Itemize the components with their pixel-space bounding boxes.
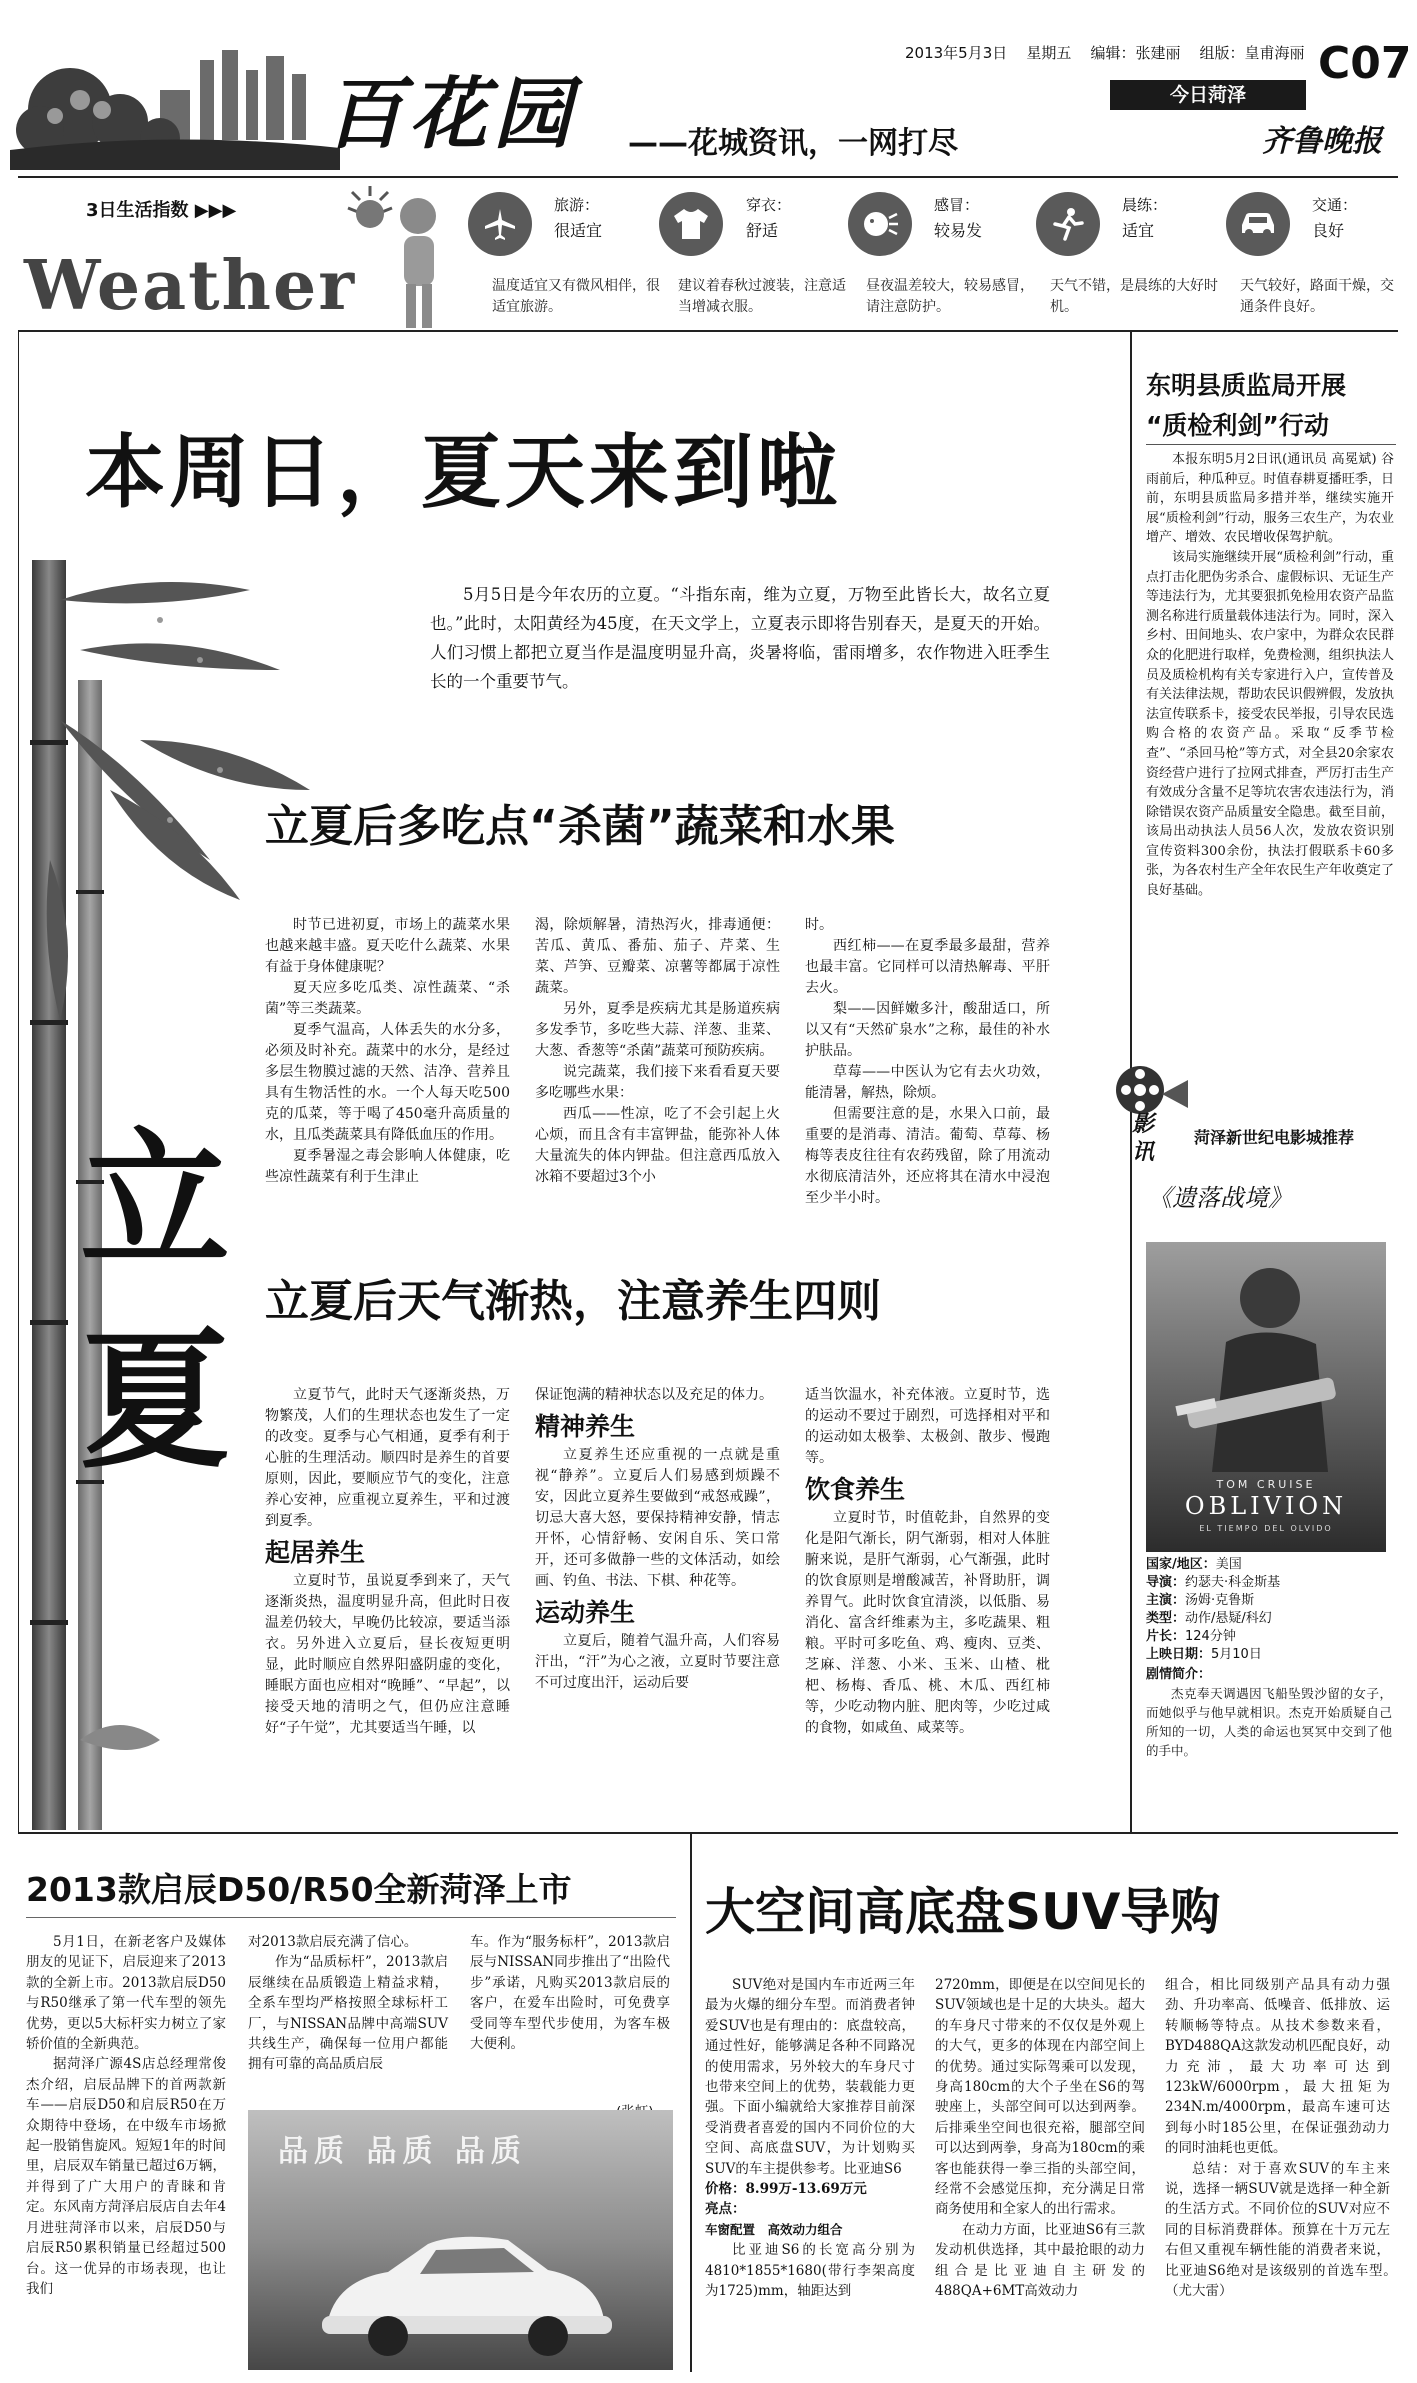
shirt-icon <box>659 192 723 256</box>
paragraph: 梨——因鲜嫩多汁，酸甜适口，所以又有“天然矿泉水”之称，最佳的补水护肤品。 <box>805 1001 1050 1059</box>
paragraph: 渴，除烦解暑，清热泻火，排毒通便：苦瓜、黄瓜、番茄、茄子、芹菜、生菜、芦笋、豆瓣菜、凉薯等都属于凉性蔬菜。 <box>535 917 780 996</box>
info-key: 国家/地区： <box>1146 1557 1216 1572</box>
film-poster <box>1146 1242 1386 1552</box>
info-key: 类型： <box>1146 1611 1186 1626</box>
subhead-spirit: 精神养生 <box>535 1412 636 1441</box>
synopsis-label: 剧情简介： <box>1146 1667 1212 1682</box>
masthead <box>0 0 1417 175</box>
subhead-diet: 饮食养生 <box>805 1475 906 1504</box>
film-promo: 菏泽新世纪电影城推荐 <box>1194 1128 1355 1147</box>
paragraph: 2720mm，即便是在以空间见长的SUV领域也是十足的大块头。超大的车身尺寸带来的不仅仅是外观上的大气，更多的体现在内部空间上的优势。通过实际驾乘可以发现，身高180cm的大个子坐在S6的驾驶座上，头部空间可以达到两拳。后排乘坐空间也很充裕，腿部空间可以达到两拳，身高为180cm的乘客也能获得一拳三指的头部空间，经常不会感觉压抑，充分满足日常商务使用和全家人的出行需求。 <box>935 1977 1145 2218</box>
feature-headline: 本周日，夏天来到啦 <box>85 426 841 519</box>
paragraph: 比亚迪S6的长宽高分别为4810*1855*1680(带行李架高度为1725)mm，轴距达到 <box>705 2242 915 2300</box>
suv-guide-col1 <box>705 1975 915 2302</box>
sidebar-title-rule <box>1146 444 1396 445</box>
poster-actor: TOM CRUISE <box>1216 1478 1316 1491</box>
section1-col3 <box>805 915 1050 1209</box>
column-title: 百花园 <box>325 69 578 160</box>
film-info-row <box>1146 1592 1392 1610</box>
section1-col1 <box>265 915 510 1188</box>
film-title: 《遗落战境》 <box>1148 1184 1292 1212</box>
info-value: 5月10日 <box>1211 1647 1262 1662</box>
paragraph: 本报东明5月2日讯(通讯员 高冕斌) 谷雨前后，种瓜种豆。时值春耕夏播旺季，日前，东明县质监局多措并举，继续实施开展“质检利剑”行动，服务三农生产，为农业增产、增效、农民增收保驾护航。 <box>1146 452 1394 546</box>
section2-col1 <box>265 1385 510 1739</box>
paragraph: 说完蔬菜，我们接下来看看夏天要多吃哪些水果： <box>535 1064 780 1101</box>
traffic-note: 天气较好，路面干燥，交通条件良好。 <box>1240 278 1394 315</box>
info-value: 汤姆·克鲁斯 <box>1185 1593 1255 1608</box>
skyline-illustration <box>10 30 340 170</box>
car-icon <box>1226 192 1290 256</box>
exercise-value: 适宜 <box>1122 221 1155 240</box>
clothing-note: 建议着春秋过渡装，注意适当增减衣服。 <box>678 278 846 315</box>
weekday-text: 星期五 <box>1026 44 1072 62</box>
film-info-row <box>1146 1628 1392 1646</box>
clothing-value: 舒适 <box>746 221 779 240</box>
section1-col2 <box>535 915 780 1188</box>
paragraph: 对2013款启辰充满了信心。 <box>248 1934 418 1950</box>
car-launch-col1 <box>26 1932 226 2299</box>
date-text: 2013年5月3日 <box>905 44 1008 62</box>
paragraph: 立夏节气，此时天气逐渐炎热，万物繁茂，人们的生理状态也发生了一定的改变。夏季与心气相通，夏季有利于心脏的生理活动。顺四时是养生的首要原则，因此，要顺应节气的变化，注意养心安神，应重视立夏养生，平和过渡到夏季。 <box>265 1387 510 1529</box>
exercise-label: 晨练： <box>1122 196 1168 214</box>
suv-highlight-label: 亮点： <box>705 2201 746 2218</box>
showroom-banner: 品质 品质 品质 <box>278 2134 527 2169</box>
paragraph: 在动力方面，比亚迪S6有三款发动机供选择，其中最抢眼的动力组合是比亚迪自主研发的488QA+6MT高效动力 <box>935 2221 1145 2300</box>
info-value: 约瑟夫·科金斯基 <box>1185 1575 1281 1590</box>
poster-title: OBLIVION <box>1184 1492 1348 1520</box>
exercise-icon <box>1036 192 1100 256</box>
traffic-value: 良好 <box>1312 221 1345 240</box>
paragraph: 保证饱满的精神状态以及充足的体力。 <box>535 1387 773 1403</box>
paragraph: 据菏泽广源4S店总经理常俊杰介绍，启辰品牌下的首两款新车——启辰D50和启辰R50在万众期待中登场，在中级车市场掀起一股销售旋风。短短1年的时间里，启辰双车销量已超过6万辆，并得到了广大用户的青睐和肯定。东风南方菏泽启辰店自去年4月进驻菏泽市以来，启辰D50与启辰R50累积销量已经超过500台。这一优异的市场表现，也让我们 <box>26 2056 226 2297</box>
suv-guide-title: 大空间高底盘SUV导购 <box>705 1883 1221 1941</box>
weather-word: Weather <box>24 246 357 326</box>
travel-label: 旅游： <box>554 196 600 214</box>
paragraph: 时。 <box>805 917 833 933</box>
paragraph: 草莓——中医认为它有去火功效，能清暑，解热，除烦。 <box>805 1064 1050 1101</box>
paragraph: 立夏养生还应重视的一点就是重视“静养”。立夏后人们易感到烦躁不安，因此立夏养生要做到“戒怒戒躁”，切忌大喜大怒，要保持精神安静，情志开怀，心情舒畅、安闲自乐、笑口常开，还可多做静一些的文体活动，如绘画、钓鱼、书法、下棋、种花等。 <box>535 1447 780 1589</box>
traffic-label: 交通： <box>1312 196 1358 214</box>
paragraph: 立夏后，随着气温升高，人们容易汗出，“汗”为心之液，立夏时节要注意不可过度出汗，运动后要 <box>535 1633 780 1691</box>
life-index-label: 3日生活指数 ▶▶▶ <box>86 200 237 221</box>
info-key: 导演： <box>1146 1575 1186 1590</box>
car-icon <box>308 2220 618 2360</box>
subhead-exercise: 运动养生 <box>535 1598 636 1627</box>
subhead-daily-life: 起居养生 <box>265 1538 366 1567</box>
section2-col2 <box>535 1385 780 1694</box>
sun-mascot-icon <box>340 184 460 334</box>
paragraph: 夏季气温高，人体丢失的水分多，必须及时补充。蔬菜中的水分，是经过多层生物膜过滤的天然、洁净、营养且具有生物活性的水。一个人每天吃500克的瓜菜，等于喝了450毫升高质量的水，且瓜类蔬菜具有降低血压的作用。 <box>265 1022 510 1143</box>
info-value: 美国 <box>1215 1557 1242 1572</box>
info-value: 动作/悬疑/科幻 <box>1185 1611 1272 1626</box>
weather-strip <box>18 176 1398 328</box>
sidebar-news-body <box>1146 450 1394 901</box>
vertical-char-2: 夏 <box>80 1313 231 1489</box>
sidebar-news-title1: 东明县质监局开展 <box>1146 371 1347 400</box>
paragraph: 车。作为“服务标杆”，2013款启辰与NISSAN同步推出了“出险代步”承诺，凡购买2013款启辰的客户，在爱车出险时，可免费享受同等车型代步使用，为客车极大便利。 <box>470 1934 670 2053</box>
film-section-label: 影讯 <box>1132 1111 1155 1165</box>
poster-figure-icon <box>1166 1252 1366 1472</box>
paper-logo: 齐鲁晚报 <box>1262 124 1382 159</box>
issue-date <box>905 42 1305 63</box>
paragraph: 立夏时节，时值乾卦，自然界的变化是阳气渐长，阴气渐弱，相对人体脏腑来说，是肝气渐弱，心气渐强，此时的饮食原则是增酸减苦，补肾助肝，调养胃气。此时饮食宜清淡，以低脂、易消化、富含纤维素为主，多吃蔬果、粗粮。平时可多吃鱼、鸡、瘦肉、豆类、芝麻、洋葱、小米、玉米、山楂、枇杷、杨梅、香瓜、桃、木瓜、西红柿等，少吃动物内脏、肥肉等，少吃过咸的食物，如咸鱼、咸菜等。 <box>805 1510 1050 1736</box>
paragraph: 作为“品质标杆”，2013款启辰继续在品质锻造上精益求精，全系车型均严格按照全球标杆工厂，与NISSAN品牌中高端SUV共线生产，确保每一位用户都能拥有可靠的高品质启辰 <box>248 1954 448 2073</box>
showroom-photo <box>248 2110 673 2370</box>
film-info <box>1146 1556 1392 1760</box>
cold-note: 昼夜温差较大，较易感冒，请注意防护。 <box>866 278 1034 315</box>
paragraph: 但需要注意的是，水果入口前，最重要的是消毒、清洁。葡萄、草莓、杨梅等表皮往往有农药残留，除了用流动水彻底清洁外，还应将其在清水中浸泡至少半小时。 <box>805 1106 1050 1206</box>
suv-guide-col2 <box>935 1975 1145 2302</box>
column-slogan: ——花城资讯，一网打尽 <box>628 126 958 161</box>
page-number: C07 <box>1318 38 1412 89</box>
suv-price: 价格：8.99万-13.69万元 <box>705 2181 867 2198</box>
film-info-row <box>1146 1556 1392 1574</box>
paragraph: 夏天应多吃瓜类、凉性蔬菜、“杀菌”等三类蔬菜。 <box>265 980 510 1017</box>
exercise-note: 天气不错，是晨练的大好时机。 <box>1050 278 1218 315</box>
film-info-row <box>1146 1610 1392 1628</box>
travel-value: 很适宜 <box>554 221 603 240</box>
paragraph: 5月1日，在新老客户及媒体朋友的见证下，启辰迎来了2013款的全新上市。2013款启辰D50与R50继承了第一代车型的领先优势，更以5大标杆实力树立了家轿价值的全新典范。 <box>26 1934 226 2053</box>
info-value: 124分钟 <box>1185 1629 1236 1644</box>
feature-intro: 5月5日是今年农历的立夏。“斗指东南，维为立夏，万物至此皆长大，故名立夏也。”此时，太阳黄经为45度，在天文学上，立夏表示即将告别春天，是夏天的开始。人们习惯上都把立夏当作是温度明显升高，炎暑将临，雷雨增多，农作物进入旺季生长的一个重要节气。 <box>430 585 1050 691</box>
paragraph: 总结：对于喜欢SUV的车主来说，选择一辆SUV就是选择一种全新的生活方式。不同价位的SUV对应不同的目标消费群体。预算在十万元左右但又重视车辆性能的消费者来说，比亚迪S6绝对是该级别的首选车型。 （尤大雷） <box>1165 2160 1404 2300</box>
car-launch-title: 2013款启辰D50/R50全新菏泽上市 <box>26 1870 572 1909</box>
paragraph: 适当饮温水，补充体液。立夏时节，选的运动不要过于剧烈，可选择相对平和的运动如太极拳、太极剑、散步、慢跑等。 <box>805 1387 1050 1466</box>
info-key: 片长： <box>1146 1629 1186 1644</box>
car-launch-col2 <box>248 1932 448 2075</box>
bottom-divider <box>18 1832 1398 1834</box>
section2-title: 立夏后天气渐热，注意养生四则 <box>265 1276 881 1327</box>
suv-guide-col3 <box>1165 1975 1404 2302</box>
section1-title: 立夏后多吃点“杀菌”蔬菜和水果 <box>265 801 895 852</box>
designer-text: 组版：皇甫海丽 <box>1199 44 1305 62</box>
paragraph: 立夏时节，虽说夏季到来了，天气逐渐炎热，温度明显升高，但此时日夜温差仍较大，早晚仍比较凉，要适当添衣。另外进入立夏后，昼长夜短更明显，此时顺应自然界阳盛阴虚的变化，睡眠方面也应相对“晚睡”、“早起”，以接受天地的清明之气，但仍应注意睡好“子午觉”，尤其要适当午睡，以 <box>265 1573 510 1736</box>
suv-highlight: 车窗配置 高效动力组合 <box>705 2221 843 2237</box>
paragraph: 另外，夏季是疾病尤其是肠道疾病多发季节，多吃些大蒜、洋葱、韭菜、大葱、香葱等“杀菌”蔬菜可预防疾病。 <box>535 1001 780 1059</box>
paragraph: 西红柿——在夏季最多最甜，营养也最丰富。它同样可以清热解毒、平肝去火。 <box>805 938 1050 996</box>
film-info-row <box>1146 1646 1392 1664</box>
paragraph: 组合，相比同级别产品具有动力强劲、升功率高、低噪音、低排放、运转顺畅等特点。从技术参数来看，BYD488QA这款发动机匹配良好，动力充沛，最大功率可达到123kW/6000rpm，最大扭矩为234N.m/4000rpm，最高车速可达到每小时185公里，在保证强劲动力的同时油耗也更低。 <box>1165 1977 1390 2157</box>
plane-icon <box>468 192 532 256</box>
car-launch-col3 <box>470 1932 670 2054</box>
section2-col3 <box>805 1385 1050 1739</box>
bottom-split <box>690 1832 692 2372</box>
section-tag: 今日菏泽 <box>1110 80 1306 110</box>
poster-subtitle: EL TIEMPO DEL OLVIDO <box>1199 1524 1333 1533</box>
vertical-char-1: 立 <box>80 1113 231 1289</box>
film-info-row <box>1146 1574 1392 1592</box>
info-key: 上映日期： <box>1146 1647 1212 1662</box>
car-title-rule <box>26 1917 676 1918</box>
sidebar-news-title2: “质检利剑”行动 <box>1146 411 1329 440</box>
editor-text: 编辑：张建丽 <box>1090 44 1181 62</box>
paragraph: SUV绝对是国内车市近两三年最为火爆的细分车型。而消费者钟爱SUV也是有理由的：底盘较高，通过性好，能够满足各种不同路况的使用需求，另外较大的车身尺寸也带来空间上的优势，装载能力更强。下面小编就给大家推荐目前深受消费者喜爱的国内不同价位的大空间、高底盘SUV，为计划购买SUV的车主提供参考。比亚迪S6 <box>705 1977 915 2177</box>
cold-label: 感冒： <box>934 196 980 214</box>
paragraph: 夏季暑湿之毒会影响人体健康，吃些凉性蔬菜有利于生津止 <box>265 1148 510 1185</box>
paragraph: 该局实施继续开展“质检利剑”行动，重点打击化肥伪劣杀合、虚假标识、无证生产等违法行为，尤其要狠抓免检用农资产品监测名称进行质量载体违法行为。同时，深入乡村、田间地头、农户家中，为群众农民群众的化肥进行取样，免费检测，组织执法人员及质检机构有关专家进行入户，宣传普及有关法律法规，帮助农民识假辨假，发放执法宣传联系卡，接受农民举报，引导农民选购合格的农资产品。采取“反季节检查”、“杀回马枪”等方式，对全县20余家农资经营户进行了拉网式排查，严厉打击生产有效成分含量不足等坑农害农违法行为，消除错误农资产品质量安全隐患。截至目前，该局出动执法人员56人次，发放农资识别宣传资料300余份，执法打假联系卡60多张，为各农村生产全年农民生产年收奠定了良好基础。 <box>1146 549 1394 899</box>
synopsis-text: 杰克奉天调遇因飞船坠毁沙留的女子，而她似乎与他早就相识。杰克开始质疑自己所知的一切，人类的命运也冥冥中交到了他的手中。 <box>1146 1686 1392 1758</box>
cold-value: 较易发 <box>934 221 983 240</box>
travel-note: 温度适宜又有微风相伴，很适宜旅游。 <box>492 278 660 315</box>
sneeze-icon <box>848 192 912 256</box>
paragraph: 时节已进初夏，市场上的蔬菜水果也越来越丰盛。夏天吃什么蔬菜、水果有益于身体健康呢？ <box>265 917 510 975</box>
info-key: 主演： <box>1146 1593 1186 1608</box>
paragraph: 西瓜——性凉，吃了不会引起上火心烦，而且含有丰富钾盐，能弥补人体大量流失的体内钾盐。但注意西瓜放入冰箱不要超过3个小 <box>535 1106 780 1185</box>
clothing-label: 穿衣： <box>746 196 792 214</box>
